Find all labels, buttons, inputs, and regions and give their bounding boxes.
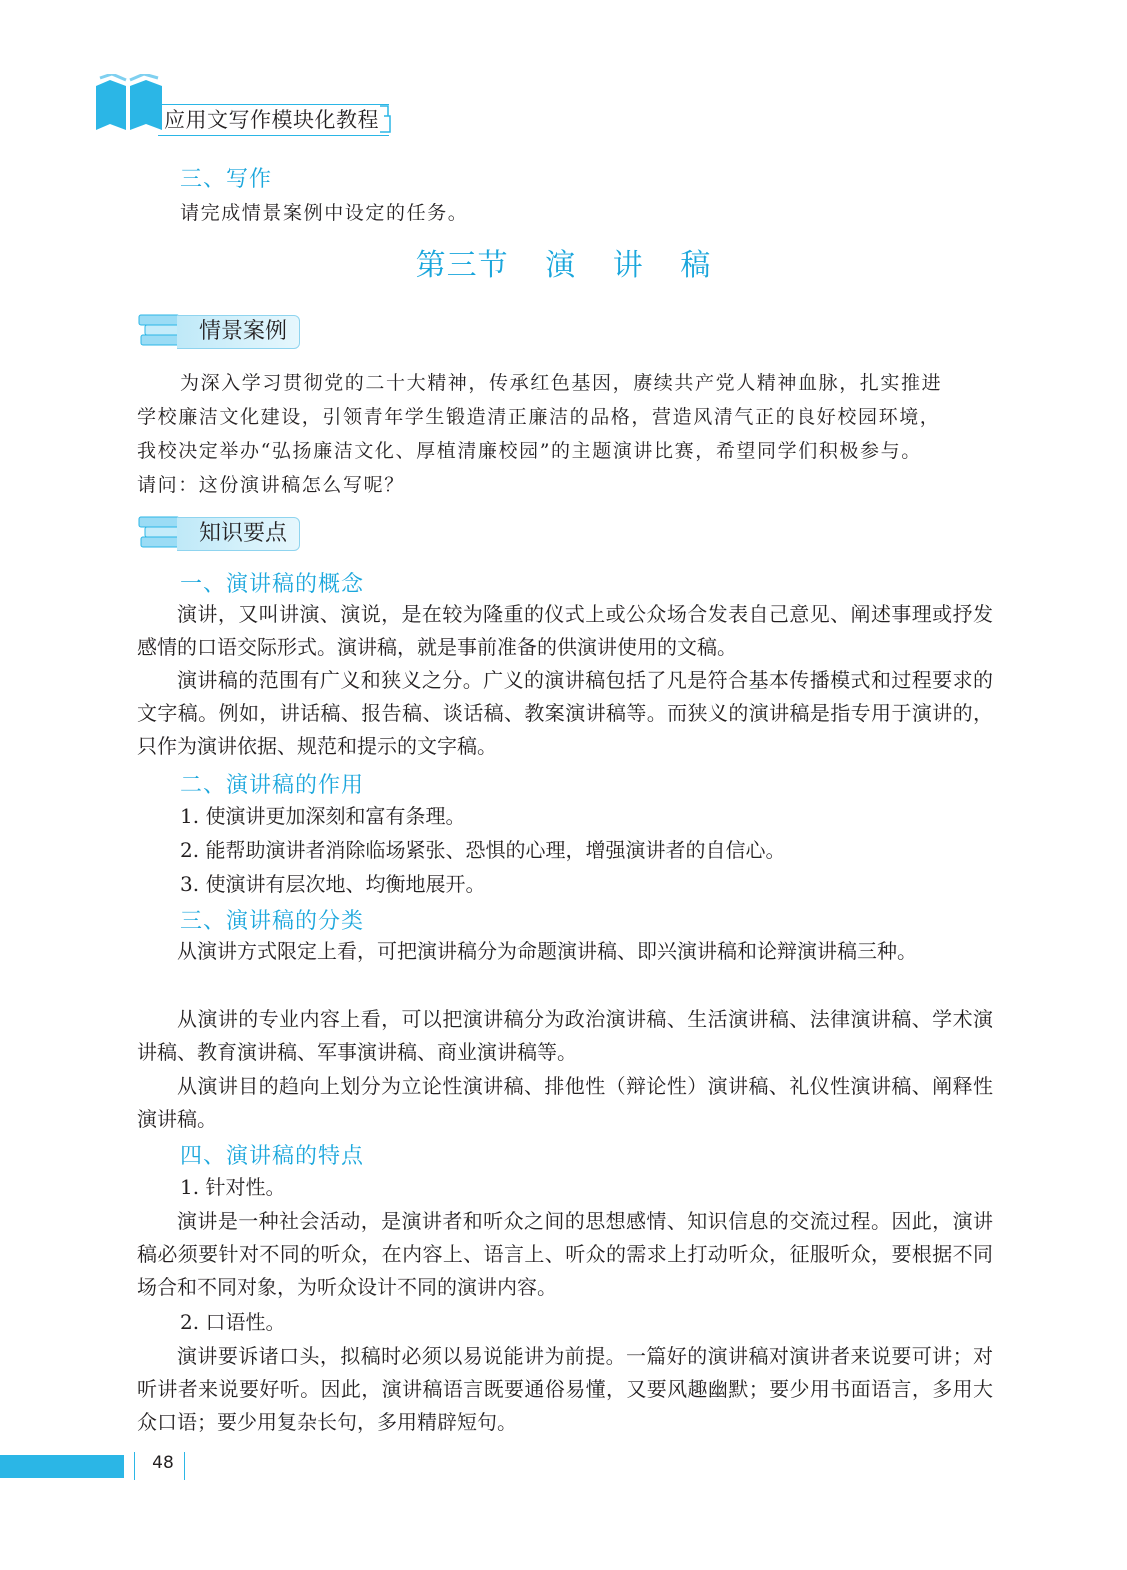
scenario-line-2: 学校廉洁文化建设，引领青年学生锻造清正廉洁的品格，营造风清气正的良好校园环境， [137,406,941,428]
footer-divider [184,1452,185,1480]
concept-paragraph-1: 演讲，又叫讲演、演说，是在较为隆重的仪式上或公众场合发表自己意见、阐述事理或抒发感情的口语交际形式。演讲稿，就是事前准备的供演讲使用的文稿。 [137,602,993,659]
header-bracket-ornament [378,104,392,134]
page-number: 48 [152,1453,174,1473]
footer-divider [134,1452,135,1480]
chapter-title-char-2: 讲 [612,248,644,283]
chapter-section-number: 第三节 [415,248,509,283]
scenario-line-3: 我校决定举办“弘扬廉洁文化、厚植清廉校园”的主题演讲比赛，希望同学们积极参与。 [137,440,922,462]
chapter-title [0,240,1127,284]
chapter-title-char-1: 演 [545,248,577,283]
knowledge-tag-label: 知识要点 [177,517,300,551]
function-item-3: 3. 使演讲有层次地、均衡地展开。 [180,872,486,896]
features-item-2: 2. 口语性。 [180,1310,286,1334]
scenario-tag-label: 情景案例 [177,315,300,349]
scenario-line-1: 为深入学习贯彻党的二十大精神，传承红色基因，赓续共产党人精神血脉，扎实推进 [180,372,943,394]
classification-paragraph-3: 从演讲目的趋向上划分为立论性演讲稿、排他性（辩论性）演讲稿、礼仪性演讲稿、阐释性演讲稿。 [137,1074,993,1131]
features-heading: 四、演讲稿的特点 [180,1144,365,1169]
footer-bar [0,1455,124,1478]
features-item-1: 1. 针对性。 [180,1175,286,1199]
concept-paragraph-2: 演讲稿的范围有广义和狭义之分。广义的演讲稿包括了凡是符合基本传播模式和过程要求的文字稿。例如，讲话稿、报告稿、谈话稿、教案演讲稿等。而狭义的演讲稿是指专用于演讲的，只作为演讲依据、规范和提示的文字稿。 [137,668,993,758]
features-paragraph-2: 演讲要诉诸口头，拟稿时必须以易说能讲为前提。一篇好的演讲稿对演讲者来说要可讲；对听讲者来说要好听。因此，演讲稿语言既要通俗易懂，又要风趣幽默；要少用书面语言，多用大众口语；要少用复杂长句，多用精辟短句。 [137,1344,993,1434]
writing-instruction: 请完成情景案例中设定的任务。 [180,202,469,224]
book-logo-icon [92,74,166,134]
classification-heading: 三、演讲稿的分类 [180,909,365,934]
scenario-line-4: 请问：这份演讲稿怎么写呢？ [137,474,405,496]
function-heading: 二、演讲稿的作用 [180,773,365,798]
classification-paragraph-1: 从演讲方式限定上看，可把演讲稿分为命题演讲稿、即兴演讲稿和论辩演讲稿三种。 [177,939,917,963]
chapter-title-char-3: 稿 [680,248,712,283]
concept-heading: 一、演讲稿的概念 [180,572,365,597]
features-paragraph-1: 演讲是一种社会活动，是演讲者和听众之间的思想感情、知识信息的交流过程。因此，演讲稿必须要针对不同的听众，在内容上、语言上、听众的需求上打动听众，征服听众，要根据不同场合和不同对象，为听众设计不同的演讲内容。 [137,1209,993,1299]
function-item-1: 1. 使演讲更加深刻和富有条理。 [180,804,466,828]
writing-heading: 三、写作 [180,167,273,192]
classification-paragraph-2: 从演讲的专业内容上看，可以把演讲稿分为政治演讲稿、生活演讲稿、法律演讲稿、学术演讲稿、教育演讲稿、军事演讲稿、商业演讲稿等。 [137,1007,993,1064]
function-item-2: 2. 能帮助演讲者消除临场紧张、恐惧的心理，增强演讲者的自信心。 [180,838,786,862]
book-title: 应用文写作模块化教程 [158,104,389,136]
